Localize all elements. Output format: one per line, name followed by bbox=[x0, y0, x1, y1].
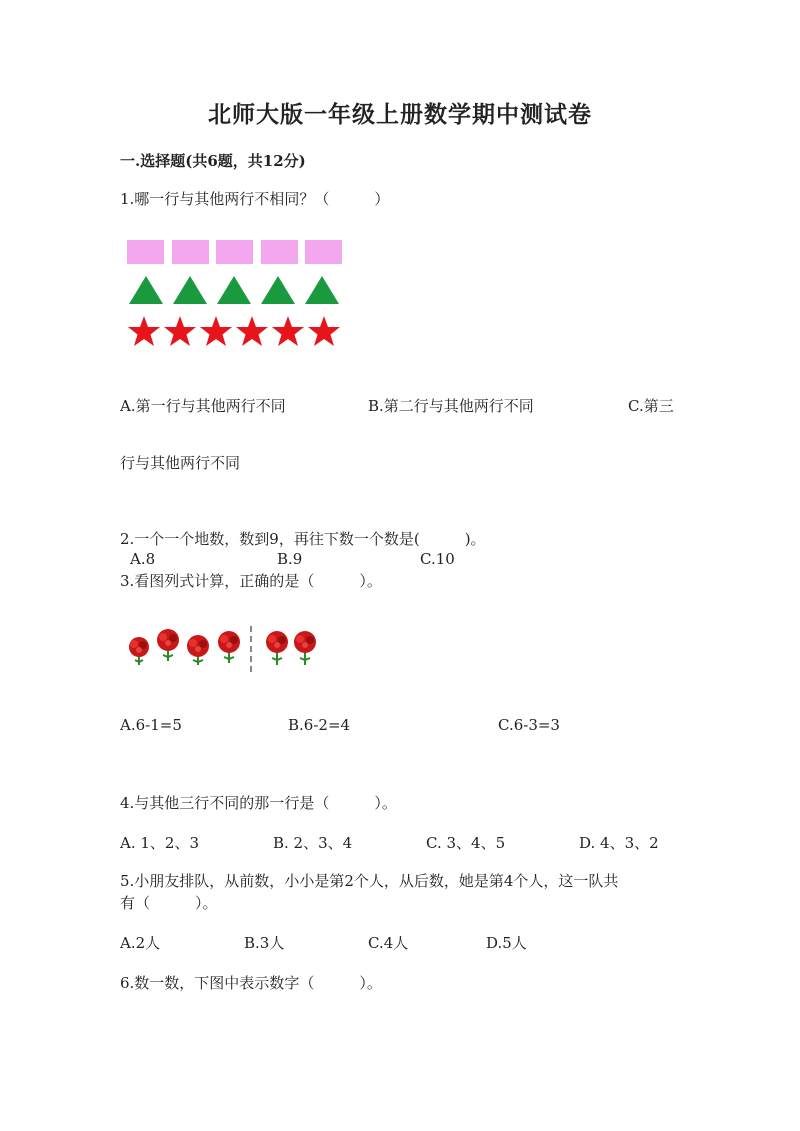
question-5-text-line-1: 5.小朋友排队，从前数，小小是第2个人，从后数，她是第4个人，这一队共 bbox=[120, 872, 619, 890]
question-3-option-b: B.6-2=4 bbox=[288, 716, 351, 734]
red-flower bbox=[183, 634, 213, 666]
red-flower bbox=[125, 636, 153, 666]
green-triangle bbox=[305, 276, 339, 304]
question-2-option-b: B.9 bbox=[277, 550, 303, 568]
question-5-option-d: D.5人 bbox=[486, 934, 527, 952]
red-star bbox=[163, 315, 197, 347]
square-row bbox=[127, 240, 350, 264]
question-3-text: 3.看图列式计算，正确的是（ ）。 bbox=[120, 572, 382, 590]
question-3-option-c: C.6-3=3 bbox=[498, 716, 560, 734]
question-4-option-d: D. 4、3、2 bbox=[579, 834, 659, 852]
red-flower bbox=[290, 630, 320, 666]
question-5-option-c: C.4人 bbox=[368, 934, 409, 952]
question-5-option-b: B.3人 bbox=[244, 934, 285, 952]
question-1-text: 1.哪一行与其他两行不相同？（ ） bbox=[120, 190, 390, 208]
pink-square bbox=[127, 240, 164, 264]
question-6-text: 6.数一数，下图中表示数字（ ）。 bbox=[120, 974, 382, 992]
red-flower bbox=[153, 628, 183, 662]
question-1-option-b: B.第二行与其他两行不同 bbox=[368, 397, 534, 415]
section-heading: 一.选择题(共6题，共12分) bbox=[120, 152, 306, 170]
red-flower bbox=[214, 630, 244, 664]
pink-square bbox=[216, 240, 253, 264]
dashed-divider bbox=[250, 626, 252, 672]
question-1-option-c: C.第三 bbox=[628, 397, 674, 415]
question-5-text-line-2: 有（ ）。 bbox=[120, 894, 218, 912]
question-4-option-c: C. 3、4、5 bbox=[426, 834, 506, 852]
question-1-figure bbox=[127, 240, 350, 347]
question-1-option-a: A.第一行与其他两行不同 bbox=[120, 397, 286, 415]
pink-square bbox=[305, 240, 342, 264]
red-star bbox=[235, 315, 269, 347]
question-4-text: 4.与其他三行不同的那一行是（ ）。 bbox=[120, 794, 397, 812]
green-triangle bbox=[217, 276, 251, 304]
red-star bbox=[271, 315, 305, 347]
question-2-option-c: C.10 bbox=[420, 550, 455, 568]
question-2-option-a: A.8 bbox=[130, 550, 156, 568]
green-triangle bbox=[261, 276, 295, 304]
red-star bbox=[199, 315, 233, 347]
question-4-option-b: B. 2、3、4 bbox=[273, 834, 353, 852]
question-1-option-c-continuation: 行与其他两行不同 bbox=[120, 454, 241, 472]
question-5-option-a: A.2人 bbox=[120, 934, 161, 952]
star-row bbox=[127, 315, 350, 347]
question-3-figure bbox=[121, 626, 327, 672]
red-star bbox=[307, 315, 341, 347]
question-3-option-a: A.6-1=5 bbox=[120, 716, 182, 734]
red-star bbox=[127, 315, 161, 347]
green-triangle bbox=[173, 276, 207, 304]
green-triangle bbox=[129, 276, 163, 304]
triangle-row bbox=[129, 276, 350, 304]
question-2-text: 2.一个一个地数，数到9，再往下数一个数是( )。 bbox=[120, 530, 486, 548]
pink-square bbox=[261, 240, 298, 264]
pink-square bbox=[172, 240, 209, 264]
page-title: 北师大版一年级上册数学期中测试卷 bbox=[208, 101, 592, 128]
question-4-option-a: A. 1、2、3 bbox=[120, 834, 199, 852]
red-flower bbox=[262, 630, 292, 666]
